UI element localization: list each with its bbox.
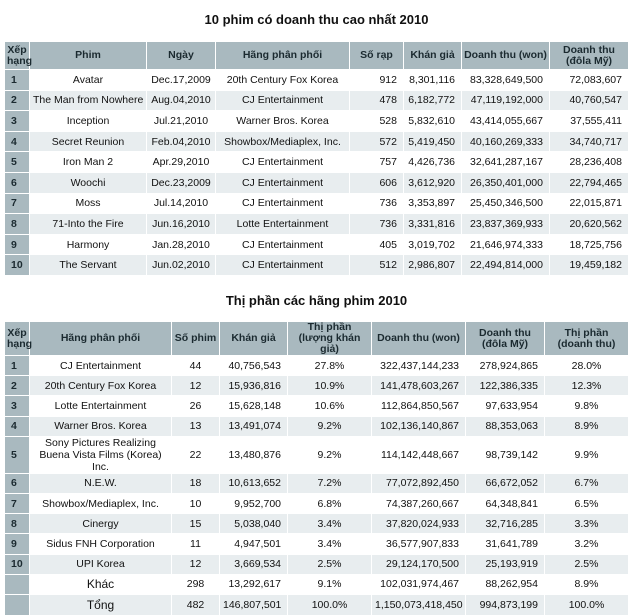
rank-cell: 7: [5, 493, 30, 513]
table-row: [5, 214, 629, 235]
distributor-cell: Sidus FNH Corporation: [30, 534, 172, 554]
date-cell: Aug.04,2010: [147, 90, 216, 111]
rank-cell: 2: [5, 376, 30, 396]
audience-cell: 4,426,736: [404, 152, 462, 173]
film-count-cell: 13: [172, 416, 220, 436]
film-count-cell: 22: [172, 436, 220, 473]
distributor-cell: CJ Entertainment: [216, 90, 350, 111]
revenue-won-cell: 23,837,369,933: [462, 214, 550, 235]
header-film-count: Số phim: [172, 322, 220, 356]
distributor-cell: CJ Entertainment: [216, 234, 350, 255]
film-cell: The Man from Nowhere: [30, 90, 147, 111]
revenue-usd-cell: 31,641,789: [466, 534, 545, 554]
revenue-usd-cell: 34,740,717: [550, 131, 629, 152]
film-cell: Woochi: [30, 172, 147, 193]
revenue-won-cell: 77,072,892,450: [372, 473, 466, 493]
film-cell: 71-Into the Fire: [30, 214, 147, 235]
revenue-usd-cell: 66,672,052: [466, 473, 545, 493]
table-row: [5, 416, 629, 436]
revenue-won-cell: 114,142,448,667: [372, 436, 466, 473]
rank-cell: 2: [5, 90, 30, 111]
table1-header-row: [5, 42, 629, 70]
rank-cell: [5, 574, 30, 594]
revenue-usd-cell: 278,924,865: [466, 356, 545, 376]
audience-share-cell: 10.9%: [288, 376, 372, 396]
date-cell: Apr.29,2010: [147, 152, 216, 173]
film-cell: Secret Reunion: [30, 131, 147, 152]
distributor-cell: UPI Korea: [30, 554, 172, 574]
film-cell: Inception: [30, 111, 147, 132]
header-screens: Số rạp: [350, 42, 404, 70]
distributor-cell: Showbox/Mediaplex, Inc.: [30, 493, 172, 513]
film-count-cell: 298: [172, 574, 220, 594]
audience-cell: 10,613,652: [220, 473, 288, 493]
revenue-share-cell: 2.5%: [545, 554, 629, 574]
rank-cell: 8: [5, 514, 30, 534]
revenue-share-cell: 3.2%: [545, 534, 629, 554]
screens-cell: 757: [350, 152, 404, 173]
header-revenue-share: Thị phần (doanh thu): [545, 322, 629, 356]
header-revenue-usd: Doanh thu (đôla Mỹ): [550, 42, 629, 70]
rank-cell: 8: [5, 214, 30, 235]
revenue-usd-cell: 64,348,841: [466, 493, 545, 513]
header-audience: Khán giả: [220, 322, 288, 356]
audience-share-cell: 6.8%: [288, 493, 372, 513]
film-count-cell: 44: [172, 356, 220, 376]
film-count-cell: 15: [172, 514, 220, 534]
rank-cell: 6: [5, 473, 30, 493]
audience-cell: 40,756,543: [220, 356, 288, 376]
audience-cell: 3,019,702: [404, 234, 462, 255]
film-count-cell: 11: [172, 534, 220, 554]
revenue-usd-cell: 994,873,199: [466, 594, 545, 615]
table-row: [5, 493, 629, 513]
revenue-won-cell: 141,478,603,267: [372, 376, 466, 396]
revenue-won-cell: 37,820,024,933: [372, 514, 466, 534]
rank-cell: 9: [5, 234, 30, 255]
header-rank: Xếp hạng: [5, 322, 30, 356]
table-row: [5, 152, 629, 173]
distributor-cell: CJ Entertainment: [216, 193, 350, 214]
revenue-usd-cell: 22,015,871: [550, 193, 629, 214]
audience-cell: 3,669,534: [220, 554, 288, 574]
table-row: [5, 396, 629, 416]
header-audience: Khán giả: [404, 42, 462, 70]
date-cell: Jul.14,2010: [147, 193, 216, 214]
revenue-share-cell: 9.9%: [545, 436, 629, 473]
screens-cell: 606: [350, 172, 404, 193]
distributor-cell: Sony Pictures Realizing Buena Vista Films (Korea) Inc.: [30, 436, 172, 473]
distributor-cell: Showbox/Mediaplex, Inc.: [216, 131, 350, 152]
revenue-won-cell: 36,577,907,833: [372, 534, 466, 554]
rank-cell: 7: [5, 193, 30, 214]
revenue-won-cell: 74,387,260,667: [372, 493, 466, 513]
revenue-won-cell: 47,119,192,000: [462, 90, 550, 111]
audience-share-cell: 7.2%: [288, 473, 372, 493]
distributor-cell: N.E.W.: [30, 473, 172, 493]
revenue-usd-cell: 98,739,142: [466, 436, 545, 473]
audience-share-cell: 3.4%: [288, 514, 372, 534]
date-cell: Dec.23,2009: [147, 172, 216, 193]
audience-cell: 13,491,074: [220, 416, 288, 436]
film-count-cell: 12: [172, 554, 220, 574]
audience-cell: 5,038,040: [220, 514, 288, 534]
revenue-won-cell: 40,160,269,333: [462, 131, 550, 152]
table-row: [5, 172, 629, 193]
table-row: [5, 473, 629, 493]
table-row: [5, 131, 629, 152]
revenue-usd-cell: 18,725,756: [550, 234, 629, 255]
revenue-usd-cell: 88,262,954: [466, 574, 545, 594]
revenue-usd-cell: 72,083,607: [550, 70, 629, 91]
date-cell: Jul.21,2010: [147, 111, 216, 132]
revenue-share-cell: 12.3%: [545, 376, 629, 396]
revenue-won-cell: 322,437,144,233: [372, 356, 466, 376]
revenue-usd-cell: 40,760,547: [550, 90, 629, 111]
audience-cell: 13,292,617: [220, 574, 288, 594]
table1-title: 10 phim có doanh thu cao nhất 2010: [204, 12, 429, 27]
audience-cell: 13,480,876: [220, 436, 288, 473]
revenue-won-cell: 102,031,974,467: [372, 574, 466, 594]
rank-cell: 1: [5, 70, 30, 91]
revenue-share-cell: 9.8%: [545, 396, 629, 416]
header-distributor: Hãng phân phối: [30, 322, 172, 356]
rank-cell: 4: [5, 416, 30, 436]
distributor-cell: Warner Bros. Korea: [30, 416, 172, 436]
revenue-usd-cell: 122,386,335: [466, 376, 545, 396]
table-row: [5, 514, 629, 534]
revenue-share-cell: 6.5%: [545, 493, 629, 513]
audience-share-cell: 100.0%: [288, 594, 372, 615]
table-row: [5, 554, 629, 574]
audience-cell: 3,353,897: [404, 193, 462, 214]
audience-share-cell: 10.6%: [288, 396, 372, 416]
revenue-usd-cell: 22,794,465: [550, 172, 629, 193]
film-count-cell: 10: [172, 493, 220, 513]
audience-share-cell: 27.8%: [288, 356, 372, 376]
distributor-cell: CJ Entertainment: [30, 356, 172, 376]
audience-share-cell: 2.5%: [288, 554, 372, 574]
date-cell: Dec.17,2009: [147, 70, 216, 91]
screens-cell: 736: [350, 214, 404, 235]
table-row: [5, 594, 629, 615]
rank-cell: 3: [5, 111, 30, 132]
rank-cell: 9: [5, 534, 30, 554]
distributor-cell: Lotte Entertainment: [30, 396, 172, 416]
revenue-usd-cell: 20,620,562: [550, 214, 629, 235]
table-row: [5, 234, 629, 255]
distributor-share-table: [4, 321, 629, 616]
distributor-cell: Lotte Entertainment: [216, 214, 350, 235]
distributor-cell: CJ Entertainment: [216, 152, 350, 173]
rank-cell: 4: [5, 131, 30, 152]
revenue-won-cell: 26,350,401,000: [462, 172, 550, 193]
table-row: [5, 255, 629, 276]
header-distributor: Hãng phân phối: [216, 42, 350, 70]
rank-cell: 5: [5, 436, 30, 473]
top-films-table: [4, 41, 629, 276]
screens-cell: 572: [350, 131, 404, 152]
distributor-cell: 20th Century Fox Korea: [216, 70, 350, 91]
revenue-won-cell: 29,124,170,500: [372, 554, 466, 574]
film-cell: Moss: [30, 193, 147, 214]
revenue-usd-cell: 37,555,411: [550, 111, 629, 132]
date-cell: Jun.16,2010: [147, 214, 216, 235]
audience-cell: 4,947,501: [220, 534, 288, 554]
revenue-won-cell: 21,646,974,333: [462, 234, 550, 255]
revenue-usd-cell: 25,193,919: [466, 554, 545, 574]
audience-share-cell: 3.4%: [288, 534, 372, 554]
audience-cell: 15,628,148: [220, 396, 288, 416]
header-date: Ngày: [147, 42, 216, 70]
audience-share-cell: 9.1%: [288, 574, 372, 594]
film-cell: Avatar: [30, 70, 147, 91]
revenue-won-cell: 25,450,346,500: [462, 193, 550, 214]
audience-cell: 3,612,920: [404, 172, 462, 193]
screens-cell: 912: [350, 70, 404, 91]
film-cell: The Servant: [30, 255, 147, 276]
table-row: [5, 534, 629, 554]
audience-cell: 15,936,816: [220, 376, 288, 396]
rank-cell: 5: [5, 152, 30, 173]
header-revenue-won: Doanh thu (won): [462, 42, 550, 70]
header-revenue-usd: Doanh thu (đôla Mỹ): [466, 322, 545, 356]
table-row: [5, 70, 629, 91]
audience-cell: 5,832,610: [404, 111, 462, 132]
distributor-cell: Tổng: [30, 594, 172, 615]
rank-cell: 1: [5, 356, 30, 376]
date-cell: Feb.04,2010: [147, 131, 216, 152]
screens-cell: 528: [350, 111, 404, 132]
revenue-share-cell: 28.0%: [545, 356, 629, 376]
revenue-usd-cell: 97,633,954: [466, 396, 545, 416]
audience-cell: 2,986,807: [404, 255, 462, 276]
table-row: [5, 90, 629, 111]
header-revenue-won: Doanh thu (won): [372, 322, 466, 356]
film-count-cell: 26: [172, 396, 220, 416]
audience-cell: 146,807,501: [220, 594, 288, 615]
header-audience-share: Thị phần (lượng khán giả): [288, 322, 372, 356]
revenue-won-cell: 83,328,649,500: [462, 70, 550, 91]
distributor-cell: CJ Entertainment: [216, 255, 350, 276]
film-count-cell: 482: [172, 594, 220, 615]
table-row: [5, 574, 629, 594]
revenue-share-cell: 8.9%: [545, 574, 629, 594]
screens-cell: 478: [350, 90, 404, 111]
audience-cell: 3,331,816: [404, 214, 462, 235]
distributor-cell: Khác: [30, 574, 172, 594]
revenue-usd-cell: 28,236,408: [550, 152, 629, 173]
screens-cell: 512: [350, 255, 404, 276]
revenue-won-cell: 112,864,850,567: [372, 396, 466, 416]
table2-header-row: [5, 322, 629, 356]
film-cell: Iron Man 2: [30, 152, 147, 173]
table-row: [5, 436, 629, 473]
audience-cell: 5,419,450: [404, 131, 462, 152]
revenue-usd-cell: 88,353,063: [466, 416, 545, 436]
rank-cell: 10: [5, 554, 30, 574]
revenue-won-cell: 1,150,073,418,450: [372, 594, 466, 615]
audience-cell: 8,301,116: [404, 70, 462, 91]
film-cell: Harmony: [30, 234, 147, 255]
distributor-cell: CJ Entertainment: [216, 172, 350, 193]
revenue-won-cell: 102,136,140,867: [372, 416, 466, 436]
rank-cell: 10: [5, 255, 30, 276]
film-count-cell: 18: [172, 473, 220, 493]
revenue-won-cell: 32,641,287,167: [462, 152, 550, 173]
distributor-cell: Cinergy: [30, 514, 172, 534]
audience-cell: 6,182,772: [404, 90, 462, 111]
table-row: [5, 193, 629, 214]
audience-share-cell: 9.2%: [288, 436, 372, 473]
date-cell: Jan.28,2010: [147, 234, 216, 255]
rank-cell: 3: [5, 396, 30, 416]
screens-cell: 405: [350, 234, 404, 255]
revenue-share-cell: 6.7%: [545, 473, 629, 493]
header-film: Phim: [30, 42, 147, 70]
revenue-won-cell: 43,414,055,667: [462, 111, 550, 132]
revenue-share-cell: 8.9%: [545, 416, 629, 436]
film-count-cell: 12: [172, 376, 220, 396]
distributor-cell: 20th Century Fox Korea: [30, 376, 172, 396]
audience-share-cell: 9.2%: [288, 416, 372, 436]
rank-cell: [5, 594, 30, 615]
table-row: [5, 356, 629, 376]
table-row: [5, 376, 629, 396]
revenue-share-cell: 3.3%: [545, 514, 629, 534]
audience-cell: 9,952,700: [220, 493, 288, 513]
rank-cell: 6: [5, 172, 30, 193]
screens-cell: 736: [350, 193, 404, 214]
revenue-share-cell: 100.0%: [545, 594, 629, 615]
table-row: [5, 111, 629, 132]
revenue-usd-cell: 19,459,182: [550, 255, 629, 276]
table2-title: Thị phần các hãng phim 2010: [225, 293, 408, 308]
revenue-usd-cell: 32,716,285: [466, 514, 545, 534]
revenue-won-cell: 22,494,814,000: [462, 255, 550, 276]
distributor-cell: Warner Bros. Korea: [216, 111, 350, 132]
date-cell: Jun.02,2010: [147, 255, 216, 276]
header-rank: Xếp hạng: [5, 42, 30, 70]
